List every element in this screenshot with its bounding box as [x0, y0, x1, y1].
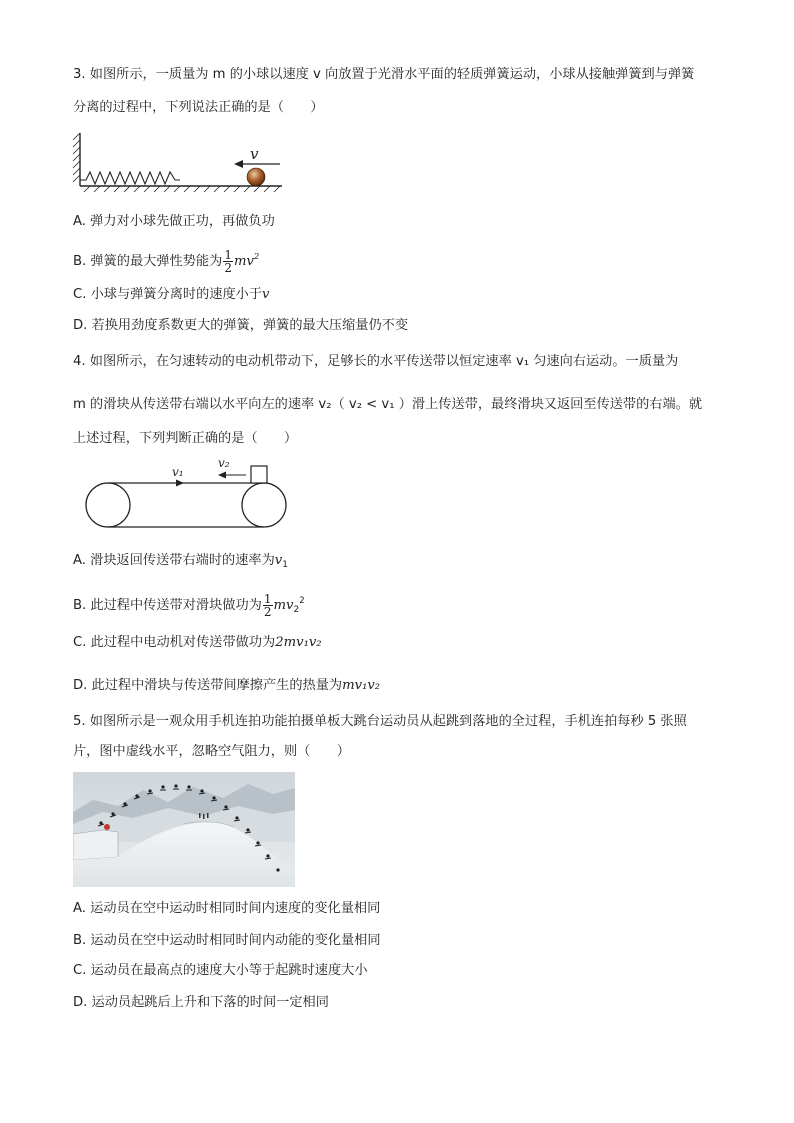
- arrow-right-icon: [176, 480, 184, 487]
- q4-option-b: B. 此过程中传送带对滑块做功为 $\frac{1}{2}$ $mv_2^2$: [73, 591, 305, 619]
- q4-stem-line2: m 的滑块从传送带右端以水平向左的速率 v₂（ v₂ < v₁ ）滑上传送带，最终滑块又返回至传送带的右端。就: [73, 397, 703, 412]
- arrow-left-icon: [218, 472, 226, 479]
- snowboard-jump-photo: [73, 772, 295, 887]
- q5-stem-line1: 5. 如图所示是一观众用手机连拍功能拍摄单板大跳台运动员从起跳到落地的全过程，手机连拍每秒 5 张照: [73, 714, 687, 729]
- q5-option-a: A. 运动员在空中运动时相同时间内速度的变化量相同: [73, 901, 381, 916]
- q3-stem-line1: 3. 如图所示，一质量为 m 的小球以速度 v 向放置于光滑水平面的轻质弹簧运动，小球从接触弹簧到与弹簧: [73, 67, 695, 82]
- velocity-label: v: [250, 145, 259, 163]
- q3-stem-line2: 分离的过程中，下列说法正确的是（ ）: [73, 100, 324, 115]
- q4-option-d: D. 此过程中滑块与传送带间摩擦产生的热量为mv₁v₂: [73, 678, 381, 693]
- q5-stem-line2: 片，图中虚线水平，忽略空气阻力，则（ ）: [73, 744, 350, 759]
- q3-option-c: C. 小球与弹簧分离时的速度小于v: [73, 287, 270, 302]
- q5-option-b: B. 运动员在空中运动时相同时间内动能的变化量相同: [73, 933, 381, 948]
- q3-option-d: D. 若换用劲度系数更大的弹簧，弹簧的最大压缩量仍不变: [73, 318, 409, 333]
- q5-option-c: C. 运动员在最高点的速度大小等于起跳时速度大小: [73, 963, 368, 978]
- fraction: $\frac{1}{2}$: [224, 247, 232, 275]
- ball-icon: [247, 168, 265, 186]
- v1-label: v₁: [172, 465, 184, 479]
- v2-label: v₂: [218, 456, 230, 470]
- q4-stem-line3: 上述过程，下列判断正确的是（ ）: [73, 431, 298, 446]
- q3-option-a: A. 弹力对小球先做正功，再做负功: [73, 214, 275, 229]
- q3-spring-figure: [70, 128, 290, 198]
- fraction: $\frac{1}{2}$: [263, 591, 272, 619]
- q4-option-a: A. 滑块返回传送带右端时的速率为$v_1$: [73, 553, 288, 570]
- q5-option-d: D. 运动员起跳后上升和下落的时间一定相同: [73, 995, 329, 1010]
- q4-option-c: C. 此过程中电动机对传送带做功为2mv₁v₂: [73, 635, 322, 650]
- q3-option-b: B. 弹簧的最大弹性势能为 $\frac{1}{2}$ $mv^2$: [73, 247, 260, 275]
- spring-icon: [80, 172, 180, 184]
- arrow-left-icon: [234, 160, 243, 168]
- q4-stem-line1: 4. 如图所示，在匀速转动的电动机带动下，足够长的水平传送带以恒定速率 v₁ 匀速向右运动。一质量为: [73, 354, 679, 369]
- q4-conveyor-figure: [76, 452, 296, 532]
- slider-block: [251, 466, 267, 483]
